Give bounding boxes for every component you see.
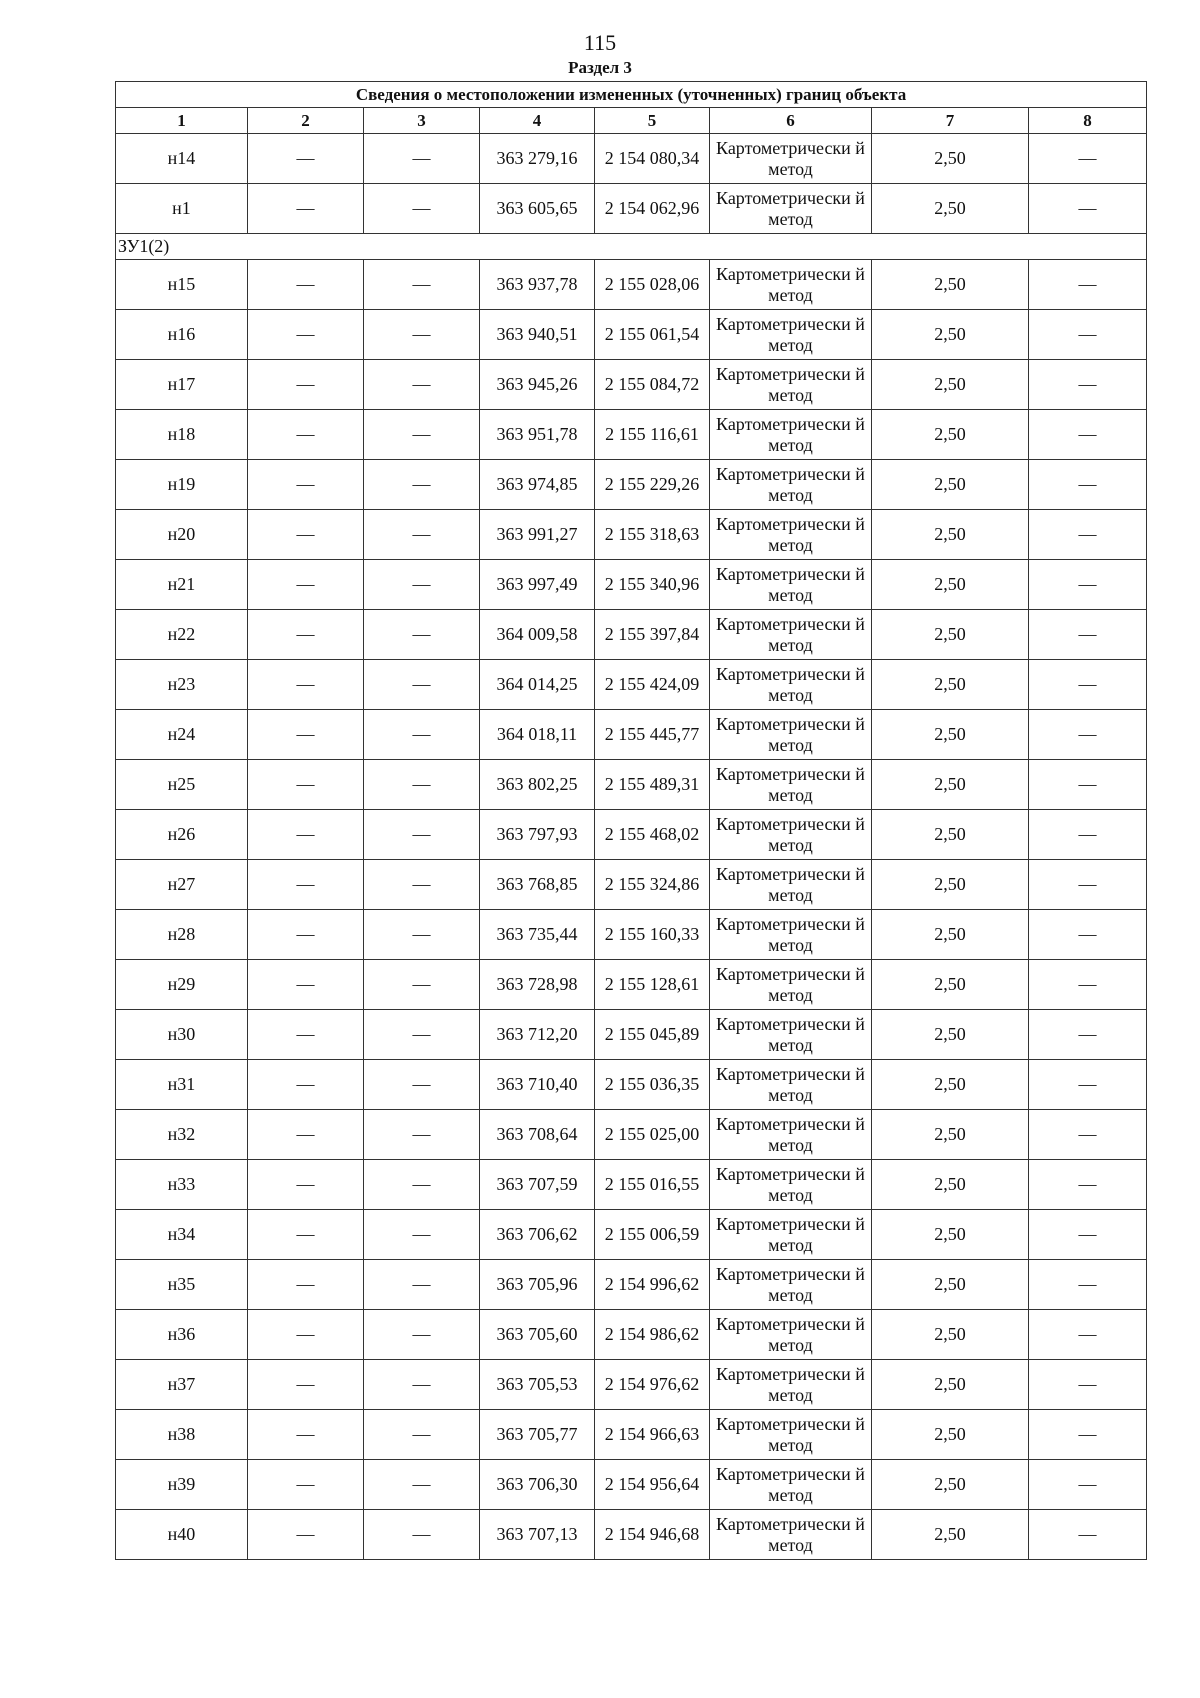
- table-row: [116, 1310, 1147, 1360]
- dash-cell: —: [1029, 310, 1147, 360]
- method-cell: Картометрически й метод: [710, 1310, 872, 1360]
- dash-cell: —: [248, 460, 364, 510]
- precision-cell: 2,50: [872, 1260, 1029, 1310]
- point-name-cell: н16: [116, 310, 248, 360]
- dash-cell: —: [1029, 660, 1147, 710]
- dash-cell: —: [364, 360, 480, 410]
- dash-cell: —: [364, 1160, 480, 1210]
- dash-cell: —: [1029, 760, 1147, 810]
- point-name-cell: н37: [116, 1360, 248, 1410]
- table-body: [116, 82, 1147, 1560]
- dash-cell: —: [1029, 710, 1147, 760]
- y-coordinate-cell: 2 155 006,59: [595, 1210, 710, 1260]
- table-row: [116, 560, 1147, 610]
- column-number: 7: [872, 108, 1029, 134]
- y-coordinate-cell: 2 155 116,61: [595, 410, 710, 460]
- method-cell: Картометрически й метод: [710, 910, 872, 960]
- method-cell: Картометрически й метод: [710, 410, 872, 460]
- x-coordinate-cell: 363 705,60: [480, 1310, 595, 1360]
- dash-cell: —: [1029, 460, 1147, 510]
- point-name-cell: н14: [116, 134, 248, 184]
- y-coordinate-cell: 2 155 084,72: [595, 360, 710, 410]
- dash-cell: —: [364, 1410, 480, 1460]
- y-coordinate-cell: 2 155 340,96: [595, 560, 710, 610]
- y-coordinate-cell: 2 155 318,63: [595, 510, 710, 560]
- x-coordinate-cell: 364 009,58: [480, 610, 595, 660]
- y-coordinate-cell: 2 155 324,86: [595, 860, 710, 910]
- dash-cell: —: [248, 1210, 364, 1260]
- dash-cell: —: [364, 510, 480, 560]
- y-coordinate-cell: 2 154 966,63: [595, 1410, 710, 1460]
- precision-cell: 2,50: [872, 1310, 1029, 1360]
- method-cell: Картометрически й метод: [710, 610, 872, 660]
- point-name-cell: н24: [116, 710, 248, 760]
- table-row: [116, 1510, 1147, 1560]
- dash-cell: —: [248, 860, 364, 910]
- x-coordinate-cell: 363 940,51: [480, 310, 595, 360]
- dash-cell: —: [364, 1010, 480, 1060]
- dash-cell: —: [364, 610, 480, 660]
- dash-cell: —: [364, 960, 480, 1010]
- dash-cell: —: [248, 134, 364, 184]
- dash-cell: —: [248, 1460, 364, 1510]
- table-row: [116, 184, 1147, 234]
- column-number: 8: [1029, 108, 1147, 134]
- column-number: 2: [248, 108, 364, 134]
- x-coordinate-cell: 363 945,26: [480, 360, 595, 410]
- dash-cell: —: [1029, 1110, 1147, 1160]
- dash-cell: —: [248, 560, 364, 610]
- precision-cell: 2,50: [872, 910, 1029, 960]
- column-number: 6: [710, 108, 872, 134]
- dash-cell: —: [364, 1510, 480, 1560]
- method-cell: Картометрически й метод: [710, 1360, 872, 1410]
- dash-cell: —: [248, 610, 364, 660]
- dash-cell: —: [364, 460, 480, 510]
- precision-cell: 2,50: [872, 860, 1029, 910]
- y-coordinate-cell: 2 155 061,54: [595, 310, 710, 360]
- method-cell: Картометрически й метод: [710, 1460, 872, 1510]
- precision-cell: 2,50: [872, 510, 1029, 560]
- precision-cell: 2,50: [872, 260, 1029, 310]
- y-coordinate-cell: 2 154 996,62: [595, 1260, 710, 1310]
- precision-cell: 2,50: [872, 810, 1029, 860]
- y-coordinate-cell: 2 155 128,61: [595, 960, 710, 1010]
- y-coordinate-cell: 2 155 016,55: [595, 1160, 710, 1210]
- dash-cell: —: [1029, 184, 1147, 234]
- point-name-cell: н22: [116, 610, 248, 660]
- dash-cell: —: [248, 910, 364, 960]
- dash-cell: —: [248, 1410, 364, 1460]
- section-title: Раздел 3: [568, 58, 632, 77]
- column-numbers-row: [116, 108, 1147, 134]
- group-header-row: [116, 234, 1147, 260]
- table-row: [116, 410, 1147, 460]
- table-row: [116, 910, 1147, 960]
- dash-cell: —: [1029, 610, 1147, 660]
- dash-cell: —: [1029, 1510, 1147, 1560]
- method-cell: Картометрически й метод: [710, 1160, 872, 1210]
- y-coordinate-cell: 2 155 445,77: [595, 710, 710, 760]
- y-coordinate-cell: 2 154 062,96: [595, 184, 710, 234]
- x-coordinate-cell: 363 705,53: [480, 1360, 595, 1410]
- point-name-cell: н20: [116, 510, 248, 560]
- precision-cell: 2,50: [872, 710, 1029, 760]
- dash-cell: —: [1029, 1310, 1147, 1360]
- dash-cell: —: [248, 1510, 364, 1560]
- precision-cell: 2,50: [872, 960, 1029, 1010]
- precision-cell: 2,50: [872, 1060, 1029, 1110]
- dash-cell: —: [364, 310, 480, 360]
- x-coordinate-cell: 363 710,40: [480, 1060, 595, 1110]
- y-coordinate-cell: 2 155 424,09: [595, 660, 710, 710]
- point-name-cell: н21: [116, 560, 248, 610]
- x-coordinate-cell: 363 712,20: [480, 1010, 595, 1060]
- precision-cell: 2,50: [872, 360, 1029, 410]
- method-cell: Картометрически й метод: [710, 1510, 872, 1560]
- column-number: 4: [480, 108, 595, 134]
- point-name-cell: н34: [116, 1210, 248, 1260]
- dash-cell: —: [1029, 1210, 1147, 1260]
- point-name-cell: н28: [116, 910, 248, 960]
- y-coordinate-cell: 2 154 986,62: [595, 1310, 710, 1360]
- dash-cell: —: [248, 310, 364, 360]
- dash-cell: —: [248, 360, 364, 410]
- method-cell: Картометрически й метод: [710, 510, 872, 560]
- precision-cell: 2,50: [872, 560, 1029, 610]
- x-coordinate-cell: 363 997,49: [480, 560, 595, 610]
- dash-cell: —: [364, 810, 480, 860]
- precision-cell: 2,50: [872, 410, 1029, 460]
- point-name-cell: н23: [116, 660, 248, 710]
- dash-cell: —: [1029, 860, 1147, 910]
- x-coordinate-cell: 363 705,77: [480, 1410, 595, 1460]
- dash-cell: —: [364, 410, 480, 460]
- point-name-cell: н38: [116, 1410, 248, 1460]
- point-name-cell: н26: [116, 810, 248, 860]
- dash-cell: —: [248, 1160, 364, 1210]
- x-coordinate-cell: 364 014,25: [480, 660, 595, 710]
- dash-cell: —: [1029, 360, 1147, 410]
- dash-cell: —: [248, 410, 364, 460]
- method-cell: Картометрически й метод: [710, 810, 872, 860]
- method-cell: Картометрически й метод: [710, 134, 872, 184]
- point-name-cell: н19: [116, 460, 248, 510]
- method-cell: Картометрически й метод: [710, 1260, 872, 1310]
- dash-cell: —: [364, 1310, 480, 1360]
- method-cell: Картометрически й метод: [710, 260, 872, 310]
- y-coordinate-cell: 2 154 956,64: [595, 1460, 710, 1510]
- coordinates-table: [115, 81, 1147, 1560]
- table-row: [116, 660, 1147, 710]
- dash-cell: —: [1029, 260, 1147, 310]
- dash-cell: —: [364, 1360, 480, 1410]
- dash-cell: —: [248, 1010, 364, 1060]
- dash-cell: —: [248, 184, 364, 234]
- table-row: [116, 510, 1147, 560]
- point-name-cell: н32: [116, 1110, 248, 1160]
- table-row: [116, 310, 1147, 360]
- table-row: [116, 860, 1147, 910]
- dash-cell: —: [1029, 1160, 1147, 1210]
- method-cell: Картометрически й метод: [710, 560, 872, 610]
- x-coordinate-cell: 363 705,96: [480, 1260, 595, 1310]
- x-coordinate-cell: 363 991,27: [480, 510, 595, 560]
- x-coordinate-cell: 363 706,62: [480, 1210, 595, 1260]
- point-name-cell: н31: [116, 1060, 248, 1110]
- dash-cell: —: [1029, 1010, 1147, 1060]
- dash-cell: —: [248, 760, 364, 810]
- column-number: 3: [364, 108, 480, 134]
- precision-cell: 2,50: [872, 1510, 1029, 1560]
- method-cell: Картометрически й метод: [710, 1210, 872, 1260]
- column-number: 1: [116, 108, 248, 134]
- dash-cell: —: [248, 1260, 364, 1310]
- x-coordinate-cell: 363 802,25: [480, 760, 595, 810]
- dash-cell: —: [1029, 810, 1147, 860]
- point-name-cell: н27: [116, 860, 248, 910]
- dash-cell: —: [364, 1060, 480, 1110]
- method-cell: Картометрически й метод: [710, 360, 872, 410]
- method-cell: Картометрически й метод: [710, 460, 872, 510]
- point-name-cell: н29: [116, 960, 248, 1010]
- point-name-cell: н25: [116, 760, 248, 810]
- y-coordinate-cell: 2 154 080,34: [595, 134, 710, 184]
- table-row: [116, 134, 1147, 184]
- precision-cell: 2,50: [872, 660, 1029, 710]
- dash-cell: —: [1029, 560, 1147, 610]
- x-coordinate-cell: 363 706,30: [480, 1460, 595, 1510]
- dash-cell: —: [364, 660, 480, 710]
- point-name-cell: н17: [116, 360, 248, 410]
- dash-cell: —: [1029, 910, 1147, 960]
- y-coordinate-cell: 2 155 036,35: [595, 1060, 710, 1110]
- y-coordinate-cell: 2 154 976,62: [595, 1360, 710, 1410]
- method-cell: Картометрически й метод: [710, 184, 872, 234]
- x-coordinate-cell: 363 951,78: [480, 410, 595, 460]
- dash-cell: —: [248, 260, 364, 310]
- point-name-cell: н1: [116, 184, 248, 234]
- precision-cell: 2,50: [872, 1010, 1029, 1060]
- dash-cell: —: [364, 1460, 480, 1510]
- method-cell: Картометрически й метод: [710, 710, 872, 760]
- x-coordinate-cell: 363 728,98: [480, 960, 595, 1010]
- y-coordinate-cell: 2 155 468,02: [595, 810, 710, 860]
- table-row: [116, 1010, 1147, 1060]
- table-row: [116, 360, 1147, 410]
- x-coordinate-cell: 363 937,78: [480, 260, 595, 310]
- table-row: [116, 1410, 1147, 1460]
- table-row: [116, 1360, 1147, 1410]
- y-coordinate-cell: 2 155 160,33: [595, 910, 710, 960]
- dash-cell: —: [248, 1310, 364, 1360]
- precision-cell: 2,50: [872, 1160, 1029, 1210]
- table-row: [116, 810, 1147, 860]
- dash-cell: —: [364, 184, 480, 234]
- precision-cell: 2,50: [872, 1110, 1029, 1160]
- dash-cell: —: [364, 710, 480, 760]
- table-row: [116, 960, 1147, 1010]
- table-caption-row: [116, 82, 1147, 108]
- precision-cell: 2,50: [872, 1360, 1029, 1410]
- y-coordinate-cell: 2 155 025,00: [595, 1110, 710, 1160]
- method-cell: Картометрически й метод: [710, 1110, 872, 1160]
- dash-cell: —: [248, 1060, 364, 1110]
- method-cell: Картометрически й метод: [710, 1010, 872, 1060]
- dash-cell: —: [248, 1110, 364, 1160]
- point-name-cell: н39: [116, 1460, 248, 1510]
- y-coordinate-cell: 2 155 045,89: [595, 1010, 710, 1060]
- point-name-cell: н30: [116, 1010, 248, 1060]
- dash-cell: —: [1029, 1260, 1147, 1310]
- table-row: [116, 460, 1147, 510]
- dash-cell: —: [364, 1110, 480, 1160]
- method-cell: Картометрически й метод: [710, 310, 872, 360]
- point-name-cell: н35: [116, 1260, 248, 1310]
- x-coordinate-cell: 363 707,59: [480, 1160, 595, 1210]
- table-row: [116, 1110, 1147, 1160]
- table-caption: Сведения о местоположении измененных (уточненных) границ объекта: [116, 82, 1147, 108]
- precision-cell: 2,50: [872, 184, 1029, 234]
- dash-cell: —: [1029, 1360, 1147, 1410]
- dash-cell: —: [248, 510, 364, 560]
- precision-cell: 2,50: [872, 610, 1029, 660]
- y-coordinate-cell: 2 154 946,68: [595, 1510, 710, 1560]
- table-row: [116, 260, 1147, 310]
- dash-cell: —: [364, 134, 480, 184]
- dash-cell: —: [364, 910, 480, 960]
- table-row: [116, 1160, 1147, 1210]
- x-coordinate-cell: 363 974,85: [480, 460, 595, 510]
- x-coordinate-cell: 363 708,64: [480, 1110, 595, 1160]
- dash-cell: —: [1029, 410, 1147, 460]
- point-name-cell: н40: [116, 1510, 248, 1560]
- dash-cell: —: [248, 660, 364, 710]
- column-number: 5: [595, 108, 710, 134]
- table-row: [116, 1210, 1147, 1260]
- method-cell: Картометрически й метод: [710, 1060, 872, 1110]
- x-coordinate-cell: 364 018,11: [480, 710, 595, 760]
- table-row: [116, 610, 1147, 660]
- point-name-cell: н33: [116, 1160, 248, 1210]
- dash-cell: —: [1029, 1460, 1147, 1510]
- point-name-cell: н18: [116, 410, 248, 460]
- dash-cell: —: [364, 860, 480, 910]
- x-coordinate-cell: 363 735,44: [480, 910, 595, 960]
- group-label: ЗУ1(2): [116, 234, 1147, 260]
- precision-cell: 2,50: [872, 760, 1029, 810]
- table-row: [116, 760, 1147, 810]
- precision-cell: 2,50: [872, 460, 1029, 510]
- point-name-cell: н15: [116, 260, 248, 310]
- dash-cell: —: [364, 1260, 480, 1310]
- y-coordinate-cell: 2 155 229,26: [595, 460, 710, 510]
- precision-cell: 2,50: [872, 310, 1029, 360]
- dash-cell: —: [364, 560, 480, 610]
- method-cell: Картометрически й метод: [710, 860, 872, 910]
- dash-cell: —: [248, 960, 364, 1010]
- x-coordinate-cell: 363 605,65: [480, 184, 595, 234]
- page-number: 115: [583, 30, 617, 55]
- dash-cell: —: [248, 1360, 364, 1410]
- dash-cell: —: [1029, 960, 1147, 1010]
- dash-cell: —: [364, 1210, 480, 1260]
- y-coordinate-cell: 2 155 397,84: [595, 610, 710, 660]
- method-cell: Картометрически й метод: [710, 960, 872, 1010]
- table-row: [116, 1460, 1147, 1510]
- precision-cell: 2,50: [872, 1460, 1029, 1510]
- table-row: [116, 1060, 1147, 1110]
- dash-cell: —: [1029, 510, 1147, 560]
- precision-cell: 2,50: [872, 134, 1029, 184]
- method-cell: Картометрически й метод: [710, 760, 872, 810]
- dash-cell: —: [248, 810, 364, 860]
- dash-cell: —: [1029, 1060, 1147, 1110]
- dash-cell: —: [248, 710, 364, 760]
- x-coordinate-cell: 363 279,16: [480, 134, 595, 184]
- x-coordinate-cell: 363 768,85: [480, 860, 595, 910]
- point-name-cell: н36: [116, 1310, 248, 1360]
- precision-cell: 2,50: [872, 1210, 1029, 1260]
- dash-cell: —: [1029, 134, 1147, 184]
- table-row: [116, 710, 1147, 760]
- method-cell: Картометрически й метод: [710, 1410, 872, 1460]
- dash-cell: —: [364, 760, 480, 810]
- method-cell: Картометрически й метод: [710, 660, 872, 710]
- y-coordinate-cell: 2 155 489,31: [595, 760, 710, 810]
- dash-cell: —: [1029, 1410, 1147, 1460]
- y-coordinate-cell: 2 155 028,06: [595, 260, 710, 310]
- table-row: [116, 1260, 1147, 1310]
- dash-cell: —: [364, 260, 480, 310]
- x-coordinate-cell: 363 707,13: [480, 1510, 595, 1560]
- x-coordinate-cell: 363 797,93: [480, 810, 595, 860]
- precision-cell: 2,50: [872, 1410, 1029, 1460]
